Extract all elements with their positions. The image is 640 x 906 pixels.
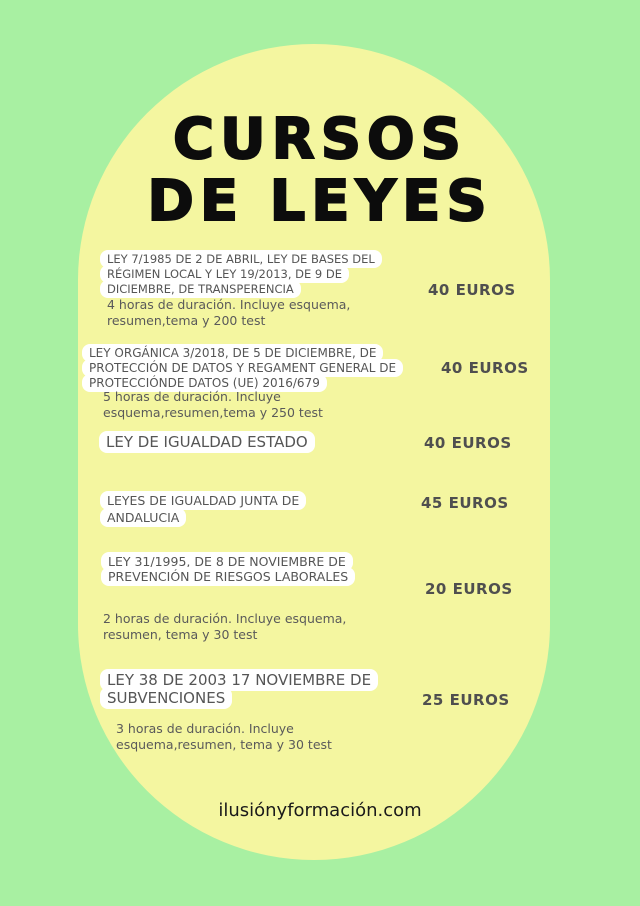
course-4-price: 45 EUROS [421,494,509,512]
course-6-name: LEY 38 DE 2003 17 NOVIEMBRE DE SUBVENCIONES [100,671,390,707]
course-1-description: 4 horas de duración. Incluye esquema, resumen,tema y 200 test [107,297,351,328]
course-6-price: 25 EUROS [422,691,510,709]
course-1-name: LEY 7/1985 DE 2 DE ABRIL, LEY DE BASES DEL RÉGIMEN LOCAL Y LEY 19/2013, DE 9 DE DICIEMBRE, DE TRANSPERENCIA [100,252,380,297]
course-1-price: 40 EUROS [428,281,516,299]
course-3-name: LEY DE IGUALDAD ESTADO [99,431,379,453]
website-link[interactable]: ilusiónyformación.com [218,800,422,821]
course-2-name: LEY ORGÁNICA 3/2018, DE 5 DE DICIEMBRE, DE PROTECCIÓN DE DATOS Y REGAMENT GENERAL DE PROTECCIÓNDE DATOS (UE) 2016/679 [82,346,432,391]
course-5-description: 2 horas de duración. Incluye esquema, resumen, tema y 30 test [103,611,347,642]
course-4-name: LEYES DE IGUALDAD JUNTA DE ANDALUCIA [100,492,350,526]
course-3-price: 40 EUROS [424,434,512,452]
course-5-name: LEY 31/1995, DE 8 DE NOVIEMBRE DE PREVENCIÓN DE RIESGOS LABORALES [101,554,376,584]
page-title-line-1: CURSOS [173,107,467,172]
course-6-description: 3 horas de duración. Incluye esquema,resumen, tema y 30 test [116,721,332,752]
course-2-price: 40 EUROS [441,359,529,377]
page-title-line-2: DE LEYES [147,169,493,234]
course-2-description: 5 horas de duración. Incluye esquema,resumen,tema y 250 test [103,389,323,420]
course-5-price: 20 EUROS [425,580,513,598]
